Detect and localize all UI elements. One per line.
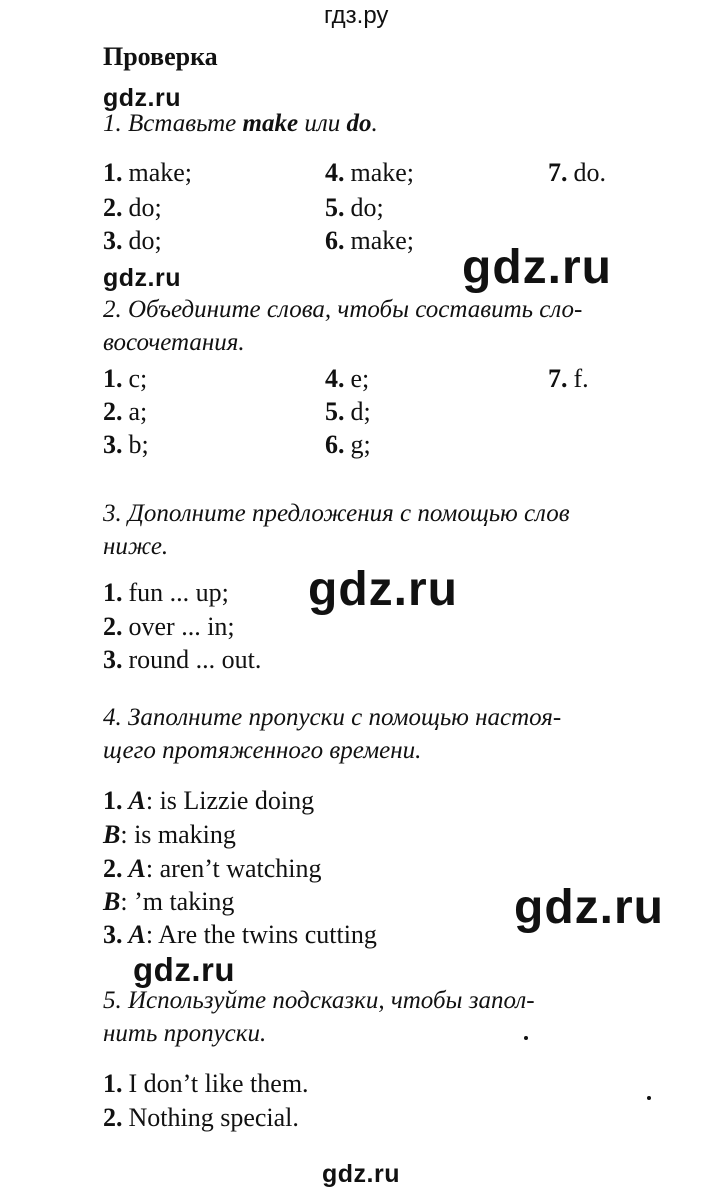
task-2-instruction-line1: 2. Объедините слова, чтобы составить сло- — [103, 296, 583, 323]
answer-item: 3. round ... out. — [103, 645, 262, 674]
watermark: gdz.ru — [514, 881, 664, 934]
task-5-instruction-line2: нить пропуски. — [103, 1020, 267, 1047]
page-title: Проверка — [103, 42, 218, 71]
answer-item: 1. make; — [103, 158, 193, 187]
ink-dot — [647, 1096, 651, 1100]
ink-dot — [524, 1036, 528, 1040]
dialog-line: B: ’m taking — [103, 887, 235, 916]
footer-watermark: gdz.ru — [322, 1160, 400, 1188]
dialog-line: B: is making — [103, 820, 236, 849]
task-5-instruction-line1: 5. Используйте подсказки, чтобы запол- — [103, 987, 535, 1014]
task-2-instruction-line2: восочетания. — [103, 329, 245, 356]
task-4-instruction-line1: 4. Заполните пропуски с помощью настоя- — [103, 704, 562, 731]
answer-item: 3. b; — [103, 430, 149, 459]
watermark: gdz.ru — [103, 84, 181, 112]
answer-item: 2. do; — [103, 193, 162, 222]
answer-item: 1. fun ... up; — [103, 578, 229, 607]
answer-item: 7. do. — [548, 158, 606, 187]
answer-item: 1. c; — [103, 364, 148, 393]
dialog-line: 3. A: Are the twins cutting — [103, 920, 377, 949]
task-3-instruction-line2: ниже. — [103, 533, 169, 560]
answer-item: 4. e; — [325, 364, 370, 393]
dialog-line: 2. A: aren’t watching — [103, 854, 322, 883]
answer-item: 4. make; — [325, 158, 415, 187]
answer-item: 2. Nothing special. — [103, 1103, 299, 1132]
answer-item: 2. over ... in; — [103, 612, 235, 641]
answer-item: 2. a; — [103, 397, 148, 426]
site-header: гдз.ру — [324, 2, 389, 29]
task-4-instruction-line2: щего протяженного времени. — [103, 737, 422, 764]
watermark: gdz.ru — [133, 951, 235, 988]
answer-item: 7. f. — [548, 364, 589, 393]
answer-item: 6. make; — [325, 226, 415, 255]
answer-item: 6. g; — [325, 430, 371, 459]
watermark: gdz.ru — [462, 241, 612, 294]
answer-item: 5. do; — [325, 193, 384, 222]
answer-item: 5. d; — [325, 397, 371, 426]
task-1-instruction: 1. Вставьте make или do. — [103, 110, 378, 137]
watermark: gdz.ru — [308, 563, 458, 616]
task-3-instruction-line1: 3. Дополните предложения с помощью слов — [103, 500, 570, 527]
answer-item: 1. I don’t like them. — [103, 1069, 309, 1098]
watermark: gdz.ru — [103, 264, 181, 292]
answer-item: 3. do; — [103, 226, 162, 255]
dialog-line: 1. A: is Lizzie doing — [103, 786, 315, 815]
